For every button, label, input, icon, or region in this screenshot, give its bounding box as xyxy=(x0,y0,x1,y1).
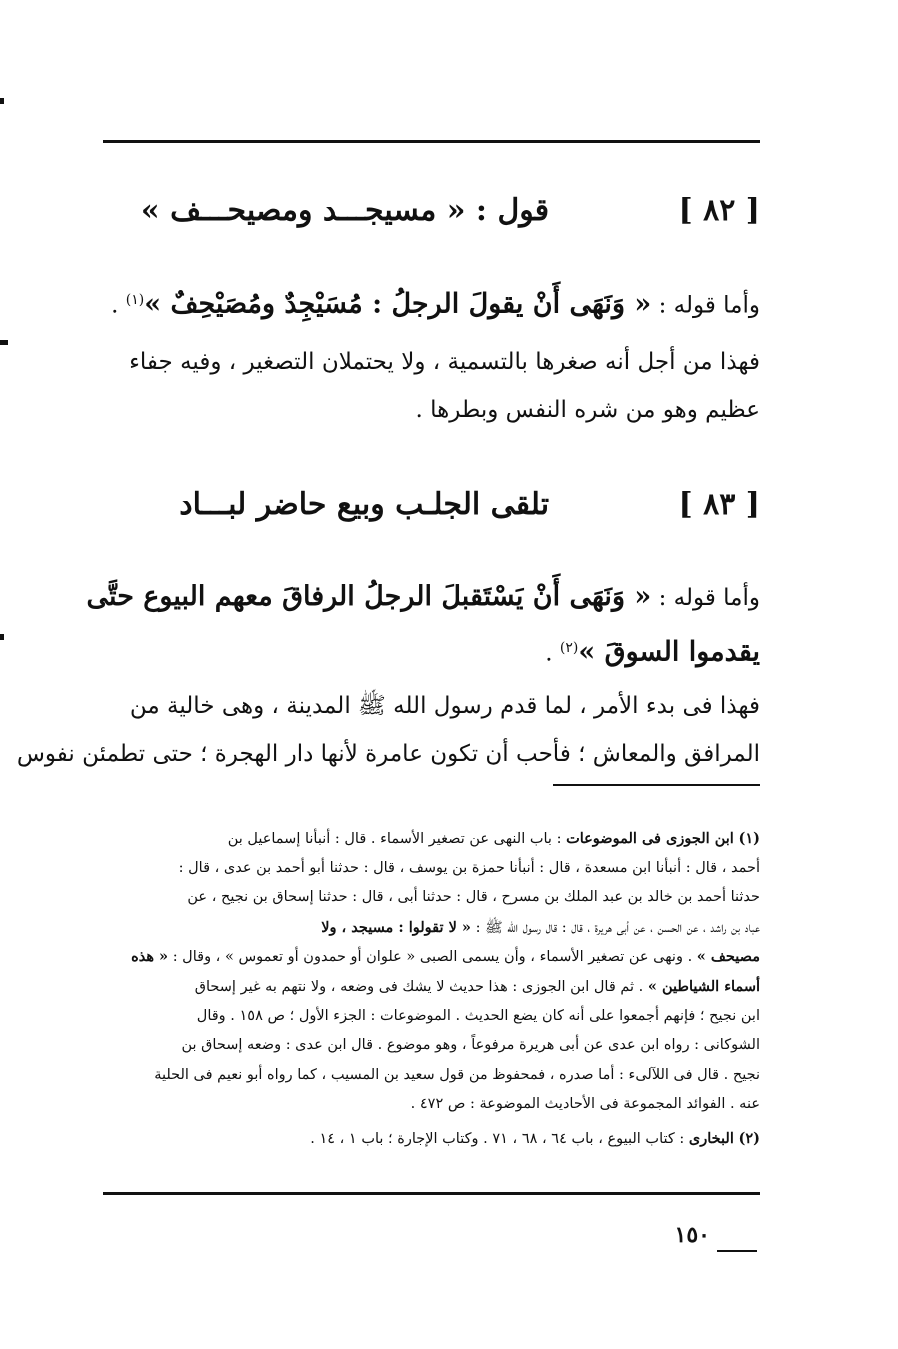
page-number: ١٥٠ xyxy=(674,1222,710,1248)
footnote-line: الشوكانى : رواه ابن عدى عن أبى هريرة مرفوعاً ، وهو موضوع . قال ابن عدى : وضعه إسحاق بن xyxy=(181,1037,760,1054)
top-rule xyxy=(103,140,760,143)
bottom-rule xyxy=(103,1192,760,1195)
section-82-heading xyxy=(103,193,760,228)
body-line: عظيم وهو من شره النفس وبطرها . xyxy=(415,397,760,423)
section-82-number: [ ٨٢ ] xyxy=(678,193,760,228)
end-punct: . xyxy=(111,292,126,319)
footnote-ref: (١) xyxy=(125,292,145,308)
body-line: فهذا من أجل أنه صغرها بالتسمية ، ولا يحتملان التصغير ، وفيه جفاء xyxy=(129,349,760,375)
hadith-quote-line-2: يقدموا السوقَ » xyxy=(578,636,760,668)
section-83-number: [ ٨٣ ] xyxy=(678,487,760,522)
quoted-phrase: « هذه xyxy=(131,948,169,966)
footnotes xyxy=(103,824,760,1154)
footnote-line xyxy=(103,942,760,972)
section-83-body xyxy=(16,682,760,778)
body-line: فهذا فى بدء الأمر ، لما قدم رسول الله ﷺ المدينة ، وهى خالية من xyxy=(129,693,760,719)
quoted-hadith: مصيحف » xyxy=(696,948,760,966)
end-punct: . xyxy=(545,640,560,667)
body-line: المرافق والمعاش ؛ فأحب أن تكون عامرة لأنها دار الهجرة ؛ حتى تطمئن نفوس xyxy=(16,741,760,767)
footnote-2-number: (٢) xyxy=(738,1129,760,1147)
footnote-text: . ونهى عن تصغير الأسماء ، وأن يسمى الصبى « علوان أو حمدون أو تعموس » ، وقال : xyxy=(172,949,697,966)
section-82-title: قول : « مسيجـــد ومصيحـــف » xyxy=(140,193,550,228)
footnote-text: : باب النهى عن تصغير الأسماء . قال : أنبأنا إسماعيل بن xyxy=(227,831,567,847)
margin-mark xyxy=(0,98,4,104)
footnote-text: : كتاب البيوع ، باب ٦٤ ، ٦٨ ، ٧١ . وكتاب الإجارة ؛ باب ١ ، ١٤ . xyxy=(310,1130,689,1147)
footnote-line xyxy=(103,972,760,1002)
footnote-line: عنه . الفوائد المجموعة فى الأحاديث الموضوعة : ص ٤٧٢ . xyxy=(410,1096,760,1113)
footnote-text: عباد بن راشد ، عن الحسن ، عن أبى هريرة ، قال : قال رسول الله ﷺ : xyxy=(475,919,760,936)
footnote-text: . ثم قال ابن الجوزى : هذا حديث لا يشك فى وضعه ، ولا نتهم به غير إسحاق xyxy=(194,978,648,995)
footnote-line: نجيح . قال فى اللآلىء : أما صدره ، فمحفوظ من قول سعيد بن المسيب ، كما رواه أبو نعيم فى الحلية xyxy=(154,1066,760,1083)
section-83-title: تلقى الجلـب وبيع حاضر لبـــاد xyxy=(179,487,550,522)
section-83-heading xyxy=(103,487,760,522)
footnote-1-number: (١) xyxy=(738,830,760,847)
footnote-line: حدثنا أحمد بن خالد بن عبد الملك بن مسرح ، قال : حدثنا أبى ، قال : حدثنا إسحاق بن نجيح ، عن xyxy=(187,889,760,906)
page-number-rule xyxy=(717,1250,757,1252)
margin-mark xyxy=(0,634,4,640)
quoted-phrase: أسماء الشياطين » xyxy=(647,977,760,995)
hadith-quote-line-1: « وَنَهَى أَنْ يَسْتَقبلَ الرجلُ الرفاقَ معهم البيوع حتَّى xyxy=(86,581,652,612)
footnote-line: ابن نجيح ؛ فإنهم أجمعوا على أنه كان يضع الحديث . الموضوعات : الجزء الأول ؛ ص ١٥٨ . وقال xyxy=(196,1007,760,1024)
section-82-quote xyxy=(103,281,760,325)
footnote-line xyxy=(103,913,760,943)
margin-mark xyxy=(0,340,8,345)
footnote-2-source: البخارى xyxy=(688,1129,734,1147)
intro-text: وأما قوله : xyxy=(651,585,760,611)
footnote-ref: (٢) xyxy=(559,640,579,656)
footnote-1-source: ابن الجوزى فى الموضوعات xyxy=(566,830,734,847)
footnote-line xyxy=(103,824,760,854)
footnote-separator xyxy=(553,784,760,786)
hadith-quote: « وَنَهَى أَنْ يقولَ الرجلُ : مُسَيْجِدٌ ومُصَيْحِفٌ » xyxy=(144,288,652,320)
section-82-body xyxy=(103,338,760,434)
footnote-line xyxy=(103,1124,760,1154)
footnote-line: أحمد ، قال : أنبأنا ابن مسعدة ، قال : أنبأنا حمزة بن يوسف ، قال : حدثنا أبو أحمد بن عدى ، قال : xyxy=(178,859,760,876)
section-83-quote xyxy=(86,572,760,679)
quoted-hadith: « لا تقولوا : مسيجد ، ولا xyxy=(321,918,471,936)
intro-text: وأما قوله : xyxy=(651,292,760,319)
